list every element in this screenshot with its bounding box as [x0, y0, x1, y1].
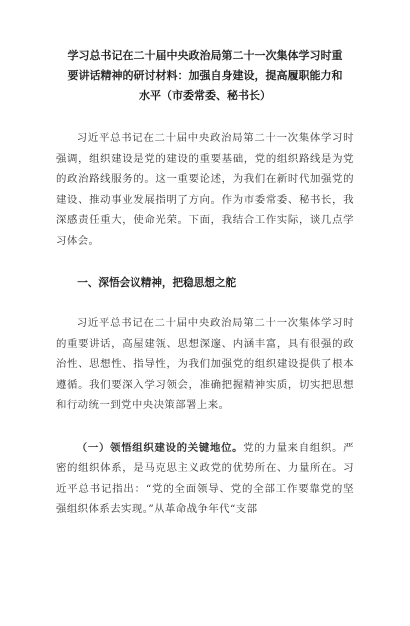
- intro-paragraph: 习近平总书记在二十届中央政治局第二十一次集体学习时强调，组织建设是党的建设的重要基础，党的组织路线是为党的政治路线服务的。这一重要论述，为我们在新时代加强党的建设、推动事业发展指明了方向。作为市委常委、秘书长，我深感责任重大，使命光荣。下面，我结合工作实际，谈几点学习体会。: [56, 132, 354, 247]
- subsection-paragraph: [56, 438, 354, 520]
- title-line: 学习总书记在二十届中央政治局第二十一次集体学习时重: [67, 49, 343, 62]
- body-paragraph: 习近平总书记在二十届中央政治局第二十一次集体学习时的重要讲话，高屋建瓴、思想深邃、内涵丰富，具有很强的政治性、思想性、指导性，为我们加强党的组织建设提供了根本遵循。我们要深入学习领会，准确把握精神实质，切实把思想和行动统一到党中央决策部署上来。: [56, 317, 354, 411]
- document-title: [56, 46, 354, 106]
- subsection-lead: （一）领悟组织建设的关键地位。: [76, 441, 244, 454]
- title-line: 要讲话精神的研讨材料：加强自身建设，提高履职能力和: [67, 69, 343, 82]
- document-page: [0, 46, 410, 626]
- section-heading: 一、深悟会议精神，把稳思想之舵: [77, 277, 237, 289]
- subsection-text: 党的力量来自组织。严密的组织体系，是马克思主义政党的优势所在、力量所在。习近平总书记指出：“党的全面领导、党的全部工作要靠党的坚强组织体系去实现。”从革命战争年代“支部: [56, 441, 355, 515]
- title-line: 水平（市委常委、秘书长）: [139, 89, 271, 102]
